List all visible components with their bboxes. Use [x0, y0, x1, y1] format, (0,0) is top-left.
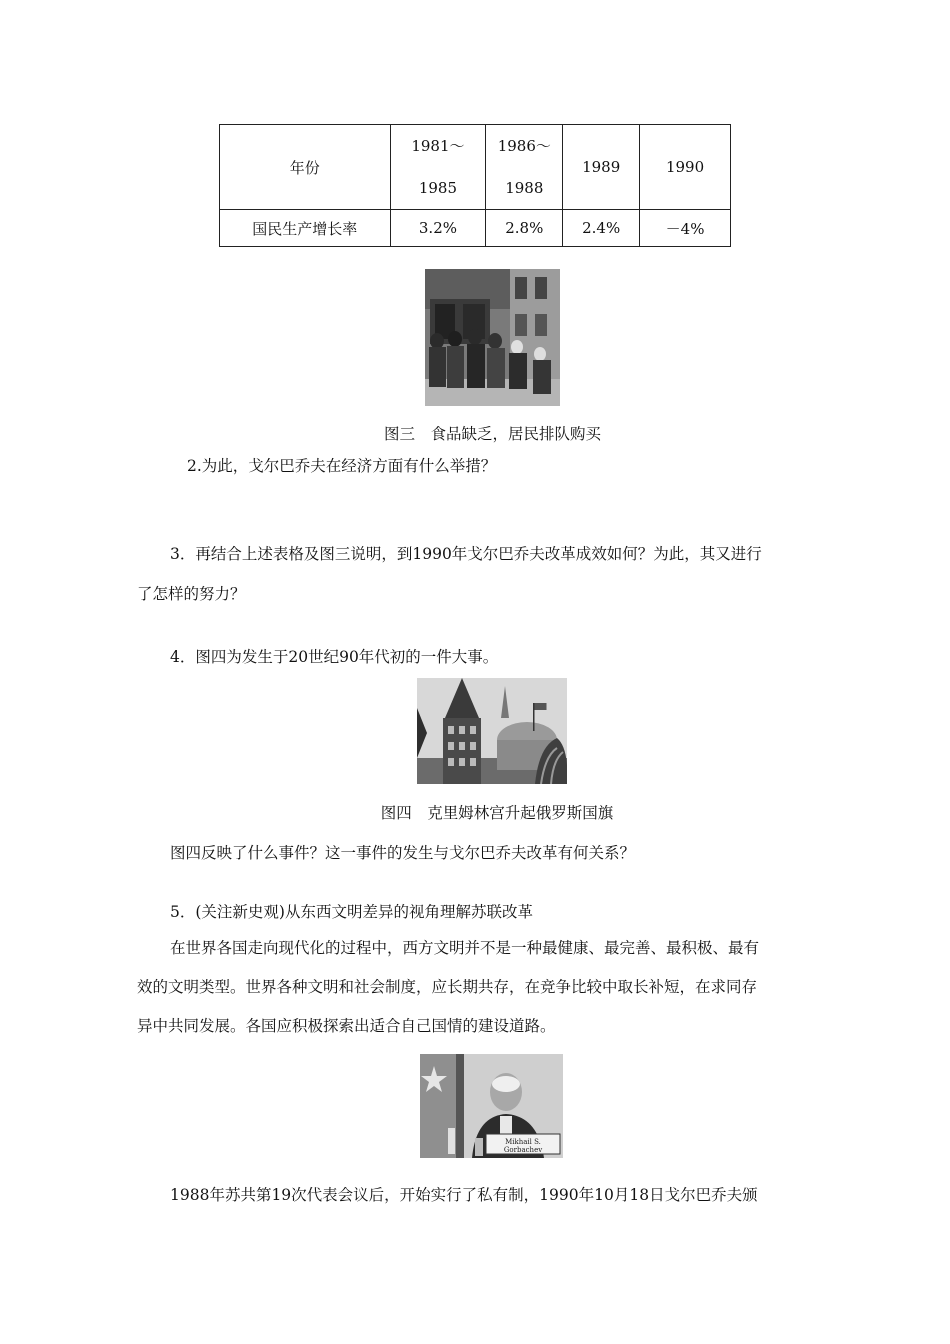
question-4: 4．图四为发生于20世纪90年代初的一件大事。 — [170, 648, 499, 666]
header-year: 年份 — [220, 125, 391, 210]
figure3-photo — [425, 269, 560, 406]
question-2: 2.为此，戈尔巴乔夫在经济方面有什么举措？ — [187, 457, 497, 475]
figure3-caption: 图三 食品缺乏，居民排队购买 — [383, 425, 601, 443]
header-1990: 1990 — [640, 125, 731, 210]
gorbachev-nameplate: Mikhail S. Gorbachev — [503, 1138, 543, 1154]
question-3-line1: 3．再结合上述表格及图三说明，到1990年戈尔巴乔夫改革成效如何？为此，其又进行 — [170, 545, 762, 563]
value-1986-1988: 2.8% — [486, 210, 563, 247]
value-1989: 2.4% — [563, 210, 640, 247]
gnp-growth-table — [219, 124, 731, 247]
gorbachev-photo — [420, 1054, 563, 1158]
value-1990: －4% — [640, 210, 731, 247]
question-5-paragraph1-line1: 在世界各国走向现代化的过程中，西方文明并不是一种最健康、最完善、最积极、最有 — [170, 939, 760, 957]
queue-photo-image — [425, 269, 560, 406]
header-1989: 1989 — [563, 125, 640, 210]
question-5-paragraph1-line2: 效的文明类型。世界各种文明和社会制度，应长期共存，在竞争比较中取长补短，在求同存 — [137, 978, 758, 996]
value-1981-1985: 3.2% — [390, 210, 486, 247]
kremlin-photo-image — [417, 678, 567, 784]
header-1986-1988: 1986～ 1988 — [486, 125, 563, 210]
header-1981-1985: 1981～ 1985 — [390, 125, 486, 210]
question-5-paragraph2-line1: 1988年苏共第19次代表会议后，开始实行了私有制，1990年10月18日戈尔巴乔夫颁 — [170, 1186, 758, 1204]
figure4-caption: 图四 克里姆林宫升起俄罗斯国旗 — [380, 804, 614, 822]
question-5-paragraph1-line3: 异中共同发展。各国应积极探索出适合自己国情的建设道路。 — [137, 1017, 556, 1035]
figure4-photo — [417, 678, 567, 784]
row-label-gnp-growth: 国民生产增长率 — [220, 210, 391, 247]
question-4-question: 图四反映了什么事件？这一事件的发生与戈尔巴乔夫改革有何关系？ — [170, 844, 636, 862]
question-3-line2: 了怎样的努力？ — [137, 585, 246, 603]
question-5-title: 5．(关注新史观)从东西文明差异的视角理解苏联改革 — [170, 903, 533, 921]
